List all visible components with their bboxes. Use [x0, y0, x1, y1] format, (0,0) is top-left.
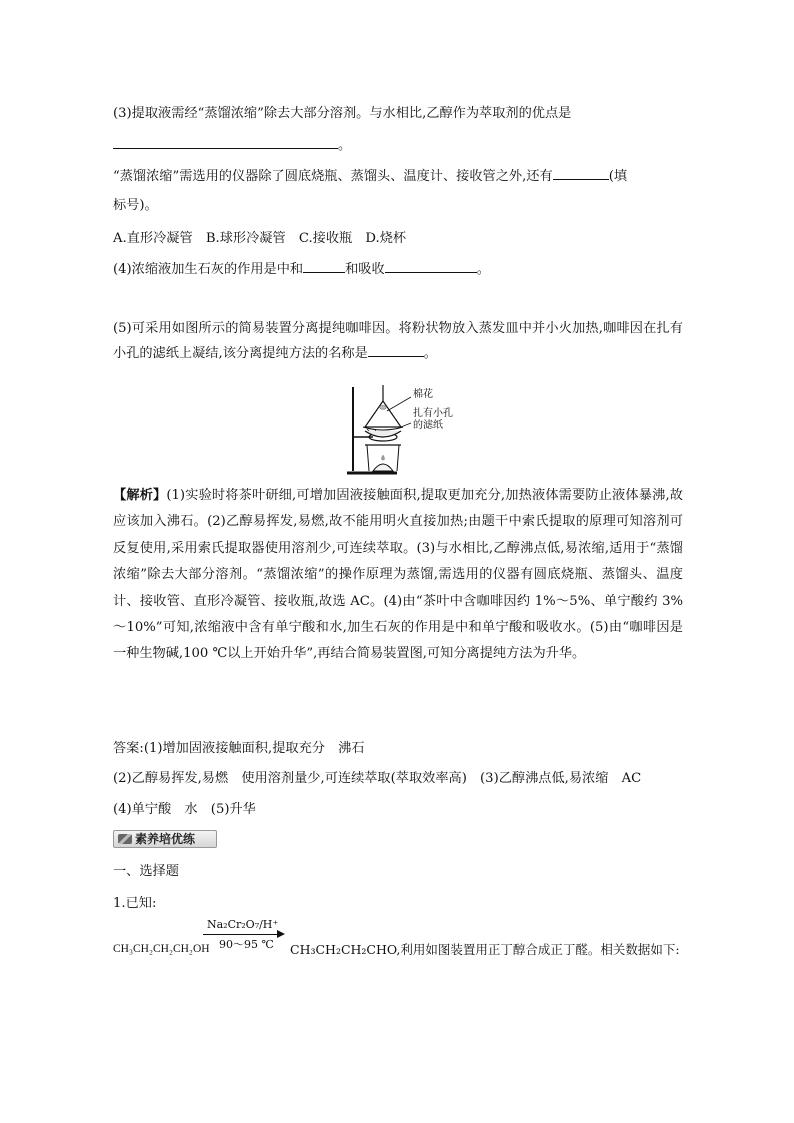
q3-line3: 标号)。: [113, 198, 158, 213]
answer-blank[interactable]: [303, 258, 345, 273]
section-title: 一、选择题: [113, 864, 179, 879]
answer-line2: (2)乙醇易挥发,易燃 使用溶剂量少,可连续萃取(萃取效率高) (3)乙醇沸点低,易浓缩 AC: [113, 771, 642, 786]
figure-label-cotton: 棉花: [413, 389, 433, 400]
q3-line1: (3)提取液需经“蒸馏浓缩”除去大部分溶剂。与水相比,乙醇作为萃取剂的优点是: [113, 106, 572, 121]
question1-label: 1.已知:: [113, 896, 157, 911]
answer-blank[interactable]: [113, 134, 338, 149]
figure-label-filter-paper-1: 扎有小孔: [413, 408, 453, 419]
q3-options: A.直形冷凝管 B.球形冷凝管 C.接收瓶 D.烧杯: [113, 231, 407, 246]
answer-blank[interactable]: [385, 258, 477, 273]
reaction-arrow: [203, 918, 285, 950]
reaction-condition: 90～95 ℃: [219, 938, 274, 951]
pen-book-icon: [118, 834, 132, 844]
analysis-tag: 【解析】: [113, 488, 167, 503]
analysis-paragraph: 【解析】(1)实验时将茶叶研细,可增加固液接触面积,提取更加充分,加热液体需要防止液体暴沸,故应该加入沸石。(2)乙醇易挥发,易燃,故不能用明火直接加热;由题干中索氏提取的原理可知溶剂可反复使用,采用索氏提取器使用溶剂少,可连续萃取。(3)与水相比,乙醇沸点低,易浓缩,适用于“蒸馏浓缩”除去大部分溶剂。“蒸馏浓缩”的操作原理为蒸馏,需选用的仪器有圆底烧瓶、蒸馏头、温度计、接收管、直形冷凝管、接收瓶,故选 AC。(4)由“茶叶中含咖啡因约 1%～5%、单宁酸约 3%～10%”可知,浓缩液中含有单宁酸和水,加生石灰的作用是中和单宁酸和吸收水。(5)由“咖啡因是一种生物碱,100 ℃以上开始升华”,再结合简易装置图,可知分离提纯方法为升华。: [113, 488, 683, 662]
arrow-right-icon: [277, 930, 285, 938]
q5-paragraph: (5)可采用如图所示的简易装置分离提纯咖啡因。将粉状物放入蒸发皿中并小火加热,咖啡因在扎有小孔的滤纸上凝结,该分离提纯方法的名称是 。: [113, 321, 683, 361]
answer-line3: (4)单宁酸 水 (5)升华: [113, 802, 256, 817]
reaction-reagent: Na₂Cr₂O₇/H⁺: [207, 918, 279, 931]
question1-product-text: CH₃CH₂CH₂CHO,利用如图装置用正丁醇合成正丁醛。相关数据如下:: [290, 942, 680, 957]
answer-blank[interactable]: [368, 342, 424, 357]
figure-label-filter-paper-2: 的滤纸: [413, 420, 443, 431]
q3-blank-line: 。: [113, 134, 683, 156]
q3-line2: “蒸馏浓缩”需选用的仪器除了圆底烧瓶、蒸馏头、温度计、接收管之外,还有 (填: [113, 165, 683, 187]
section-badge: 素养培优练: [113, 830, 217, 848]
answer-blank[interactable]: [553, 165, 609, 180]
q4-line: (4)浓缩液加生石灰的作用是中和 和吸收 。: [113, 258, 683, 280]
answer-line1: 答案:(1)增加固液接触面积,提取充分 沸石: [113, 741, 365, 756]
question1-reactant: CH₃CH₂CH₂CH₂OH: [113, 943, 210, 955]
